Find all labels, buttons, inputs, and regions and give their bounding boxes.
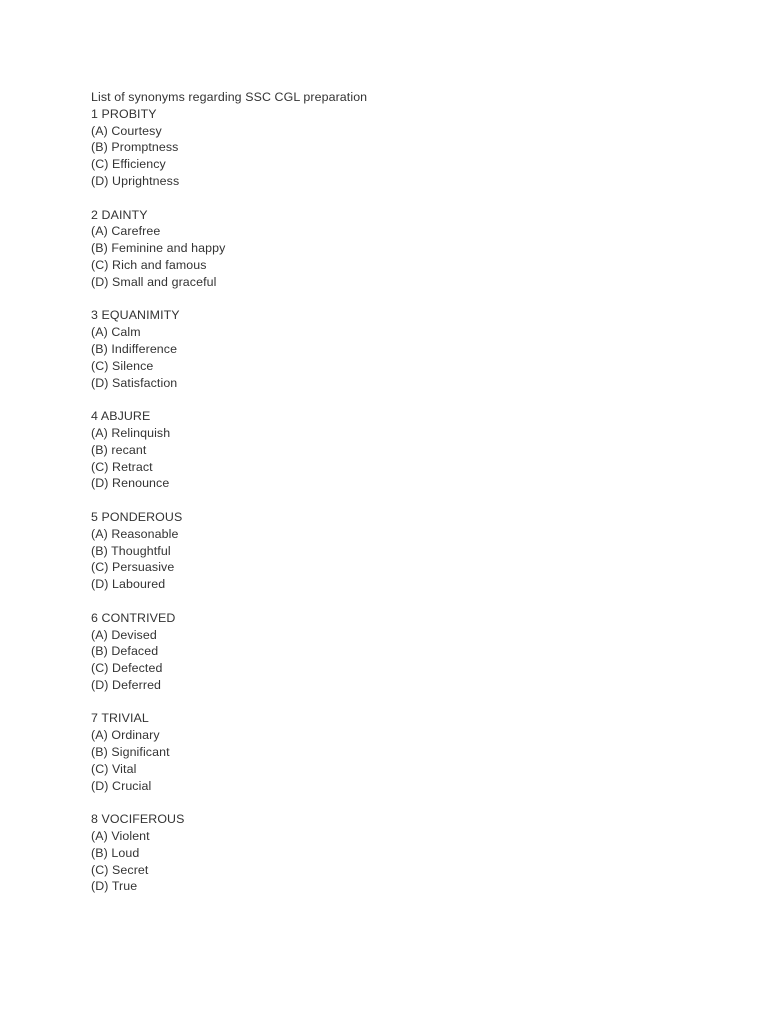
question-heading <box>91 207 691 224</box>
answer-option: (D) Renounce <box>91 476 170 491</box>
question-list <box>91 106 691 895</box>
question-heading <box>91 106 691 123</box>
answer-option: (A) Ordinary <box>91 728 160 743</box>
question-number: 5 <box>91 509 98 524</box>
answer-option: (C) Defected <box>91 661 163 676</box>
question-word: ABJURE <box>100 409 151 424</box>
answer-option: (A) Violent <box>91 829 150 844</box>
question-number: 6 <box>91 610 98 625</box>
question-heading <box>91 307 691 324</box>
answer-option: (A) Relinquish <box>91 425 171 440</box>
answer-option: (A) Courtesy <box>91 123 162 138</box>
answer-option: (D) Satisfaction <box>91 375 178 390</box>
question-heading <box>91 610 691 627</box>
answer-option: (B) Defaced <box>91 644 159 659</box>
answer-option: (C) Secret <box>91 862 149 877</box>
answer-option: (B) Loud <box>91 845 140 860</box>
question-block <box>91 307 691 391</box>
question-word: PONDEROUS <box>101 509 183 524</box>
answer-option: (C) Persuasive <box>91 560 175 575</box>
question-block <box>91 207 691 291</box>
answer-option: (D) Laboured <box>91 577 166 592</box>
question-heading <box>91 710 691 727</box>
question-heading <box>91 509 691 526</box>
question-number: 4 <box>91 409 98 424</box>
answer-option: (A) Calm <box>91 325 141 340</box>
answer-option: (C) Retract <box>91 459 153 474</box>
question-block <box>91 610 691 694</box>
question-number: 7 <box>91 711 98 726</box>
question-block <box>91 408 691 492</box>
question-block <box>91 106 691 190</box>
document-page <box>91 89 691 912</box>
answer-option: (A) Devised <box>91 627 157 642</box>
question-block <box>91 811 691 895</box>
answer-option: (D) Uprightness <box>91 173 180 188</box>
answer-option: (A) Carefree <box>91 224 161 239</box>
answer-option: (C) Efficiency <box>91 157 166 172</box>
question-number: 2 <box>91 207 98 222</box>
question-word: DAINTY <box>101 207 148 222</box>
answer-option: (D) True <box>91 879 138 894</box>
question-word: CONTRIVED <box>101 610 176 625</box>
answer-option: (B) Thoughtful <box>91 543 171 558</box>
answer-option: (D) Deferred <box>91 677 162 692</box>
question-number: 8 <box>91 812 98 827</box>
answer-option: (B) Promptness <box>91 140 179 155</box>
question-number: 3 <box>91 308 98 323</box>
question-word: VOCIFEROUS <box>101 812 185 827</box>
question-block <box>91 509 691 593</box>
answer-option: (A) Reasonable <box>91 526 179 541</box>
answer-option: (B) Indifference <box>91 341 178 356</box>
question-block <box>91 710 691 794</box>
answer-option: (D) Crucial <box>91 778 152 793</box>
question-number: 1 <box>91 106 98 121</box>
answer-option: (B) Significant <box>91 745 170 760</box>
answer-option: (C) Rich and famous <box>91 257 207 272</box>
answer-option: (B) Feminine and happy <box>91 241 226 256</box>
question-word: EQUANIMITY <box>101 308 180 323</box>
answer-option: (D) Small and graceful <box>91 274 217 289</box>
answer-option: (C) Silence <box>91 358 154 373</box>
answer-option: (B) recant <box>91 442 147 457</box>
question-word: TRIVIAL <box>101 711 149 726</box>
question-word: PROBITY <box>101 106 157 121</box>
answer-option: (C) Vital <box>91 761 137 776</box>
question-heading <box>91 408 691 425</box>
question-heading <box>91 811 691 828</box>
document-title: List of synonyms regarding SSC CGL preparation <box>91 90 368 104</box>
